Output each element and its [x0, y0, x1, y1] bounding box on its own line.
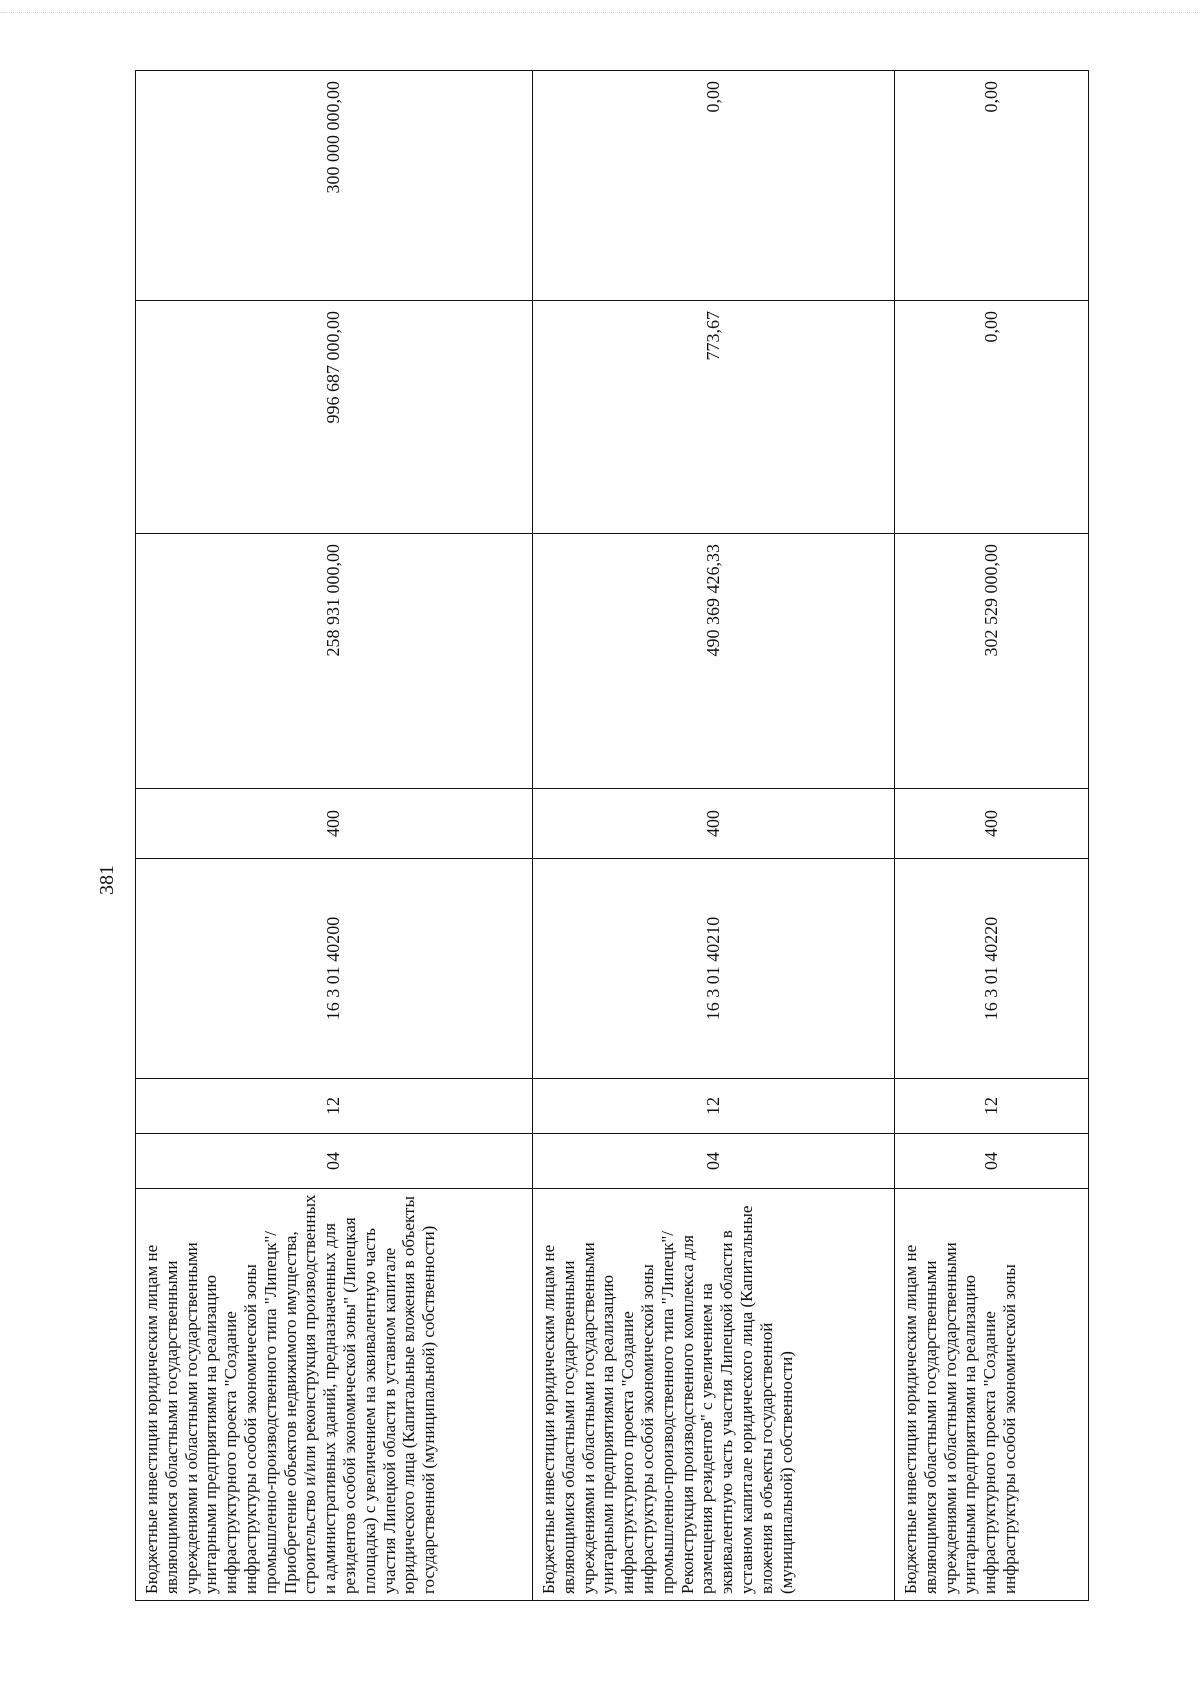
expense-type-cell: 400 [136, 789, 533, 859]
row-description: Бюджетные инвестиции юридическим лицам не являющимися областными государственными учреждениями и областными государственными унитарными предприятиями на реализацию инфраструктурного проекта "Создание инфраструктуры особой экономической зоны [901, 1242, 1019, 1594]
amount-2-cell: 773,67 [533, 301, 895, 534]
row-description-cell [136, 1189, 533, 1601]
subsection-cell: 12 [895, 1079, 1089, 1134]
row-description: Бюджетные инвестиции юридическим лицам не являющимися областными государственными учреждениями и областными государственными унитарными предприятиями на реализацию инфраструктурного проекта "Создание инфраструктуры особой экономической зоны промышленно-производственного типа "Липецк"/Приобретение объектов недвижимого имущества, строительство и/или реконструкция производственных и административных зданий, предназначенных для резидентов особой экономической зоны" (Липецкая площадка) с увеличением на эквивалентную часть участия Липецкой области в уставном капитале юридического лица (Капитальные вложения в объекты государственной (муниципальной) собственности) [142, 1194, 439, 1594]
amount-1-cell: 490 369 426,33 [533, 534, 895, 789]
budget-table [135, 70, 1089, 1601]
target-article-cell: 16 3 01 40200 [136, 859, 533, 1079]
subsection-cell: 12 [533, 1079, 895, 1134]
expense-type-cell: 400 [895, 789, 1089, 859]
expense-type-cell: 400 [533, 789, 895, 859]
row-description-cell [895, 1189, 1089, 1601]
section-cell: 04 [895, 1134, 1089, 1189]
amount-2-cell: 996 687 000,00 [136, 301, 533, 534]
rotated-table-container [135, 71, 1088, 1601]
target-article-cell: 16 3 01 40210 [533, 859, 895, 1079]
subsection-cell: 12 [136, 1079, 533, 1134]
row-description-cell [533, 1189, 895, 1601]
table-row [533, 71, 895, 1601]
table-row [895, 71, 1089, 1601]
amount-3-cell: 0,00 [895, 71, 1089, 301]
target-article-cell: 16 3 01 40220 [895, 859, 1089, 1079]
page-number: 381 [96, 865, 118, 895]
table-row [136, 71, 533, 1601]
amount-1-cell: 258 931 000,00 [136, 534, 533, 789]
row-description: Бюджетные инвестиции юридическим лицам не являющимися областными государственными учреждениями и областными государственными унитарными предприятиями на реализацию инфраструктурного проекта "Создание инфраструктуры особой экономической зоны промышленно-производственного типа "Липецк"/Реконструкция производственного комплекса для размещения резидентов" с увеличением на эквивалентную часть участия Липецкой области в уставном капитале юридического лица (Капитальные вложения в объекты государственной (муниципальной) собственности) [539, 1205, 796, 1594]
section-cell: 04 [533, 1134, 895, 1189]
amount-2-cell: 0,00 [895, 301, 1089, 534]
amount-1-cell: 302 529 000,00 [895, 534, 1089, 789]
amount-3-cell: 300 000 000,00 [136, 71, 533, 301]
amount-3-cell: 0,00 [533, 71, 895, 301]
section-cell: 04 [136, 1134, 533, 1189]
top-scan-edge [0, 12, 1200, 13]
